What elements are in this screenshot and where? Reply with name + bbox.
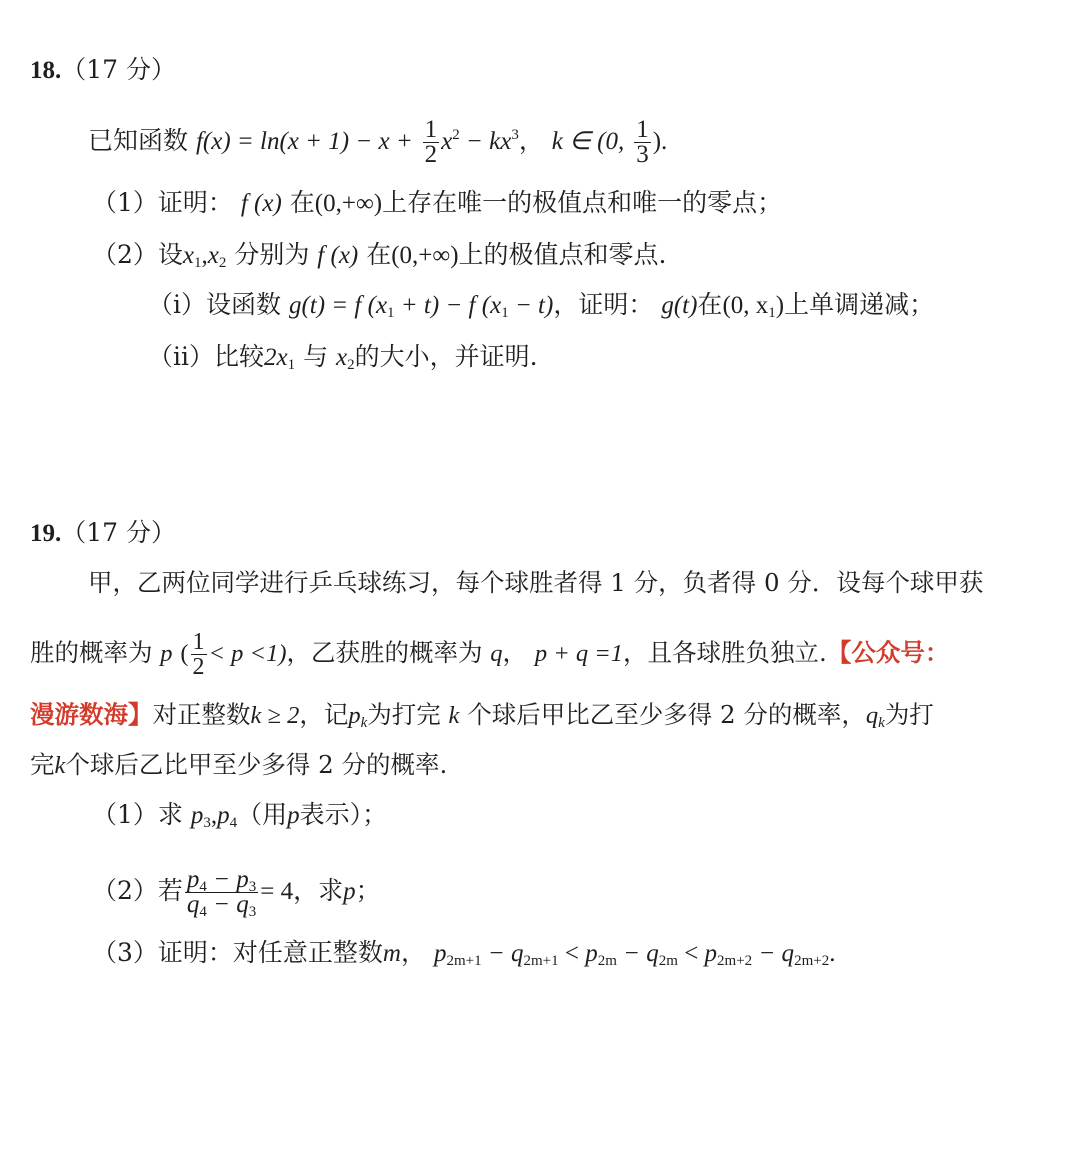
q19-line2-half-fraction	[191, 630, 207, 679]
q19-part1-paren-a: （用	[237, 800, 288, 829]
q18-sub-ii-b: x	[336, 344, 348, 371]
q19-line2-d: ，且各球胜负独立.	[623, 638, 827, 667]
q18-stem-kx: − kx	[459, 128, 512, 155]
q18-sub-ii-s1: 1	[287, 357, 296, 373]
q18-sub-ii-tail: 的大小，并证明.	[354, 342, 538, 371]
q19-part3-t4-sub: 2m	[658, 953, 678, 969]
q19-part1-paren-b: 表示）；	[299, 800, 388, 829]
q18-stem-half-num: 1	[424, 116, 438, 143]
q19-line2-eq: p + q =1	[534, 640, 624, 667]
q18-part1-fx: f (x)	[240, 190, 282, 217]
q18-stem-sup3: 3	[511, 127, 519, 143]
q19-part2-num-p4: p	[186, 866, 200, 893]
q19-part3-t6: − q	[752, 940, 795, 967]
q18-stem-third-num: 1	[636, 116, 649, 143]
q18-heading	[30, 55, 176, 86]
q19-line2-ineq: < p <1)	[208, 640, 287, 667]
q19-part1-label: （1）求	[92, 800, 183, 829]
q19-part1-s4: 4	[229, 815, 238, 831]
q19-line4-k: k	[54, 752, 66, 779]
q19-part1-p4: p	[217, 802, 230, 829]
q18-sub-ii-with: 与	[303, 342, 329, 371]
q19-part2-den-q4: q	[186, 891, 200, 918]
q19-part3-lt2: <	[677, 940, 705, 967]
q18-sub-i-tail: 上单调递减；	[784, 290, 935, 319]
q18-part2-x2-sub: 2	[218, 255, 227, 271]
q19-part1-s3: 3	[203, 815, 211, 831]
q19-line2	[30, 630, 949, 679]
q18-sub-i-s2: 1	[501, 305, 509, 321]
q18-part1-mid: 在	[289, 188, 315, 217]
q18-stem-k-range: k ∈ (0,	[551, 128, 625, 155]
q18-stem	[88, 118, 667, 167]
q18-part2	[92, 240, 667, 271]
q19-part2-label: （2）若	[92, 876, 183, 905]
q19-part2-end: ；	[355, 876, 381, 905]
q19-part3-t6-sub: 2m+2	[794, 953, 830, 969]
q19-part3-t5-sub: 2m+2	[717, 953, 753, 969]
q18-sub-i	[148, 290, 934, 321]
q19-part2-num-p3: − p	[206, 866, 249, 893]
q19-line3-b: ，记	[299, 700, 349, 729]
q19-line3-qk-sub: k	[878, 715, 885, 731]
q18-stem-f: f	[195, 128, 203, 155]
q18-part2-in: 在	[366, 240, 392, 269]
q19-part3-t3: p	[585, 940, 598, 967]
q18-sub-i-s3: 1	[768, 305, 776, 321]
q19-part1-comma: ,	[210, 802, 218, 829]
q18-sub-ii-s2: 2	[347, 357, 355, 373]
q19-part1-p: p	[287, 802, 300, 829]
q18-sub-i-gt: g(t)	[661, 292, 698, 319]
q19-line3-k: k ≥ 2	[250, 702, 300, 729]
q19-part3-t5: p	[704, 940, 718, 967]
q18-stem-x: x	[441, 128, 453, 155]
q19-part2-p: p	[343, 878, 356, 905]
q18-part1-label: （1）证明：	[92, 188, 233, 217]
q19-line3-pk: p	[348, 702, 361, 729]
q19-line2-half-den: 2	[192, 654, 205, 680]
q18-sub-i-mid: + t) − f (x	[394, 292, 502, 319]
q18-part1-interval: (0,+∞)	[314, 190, 383, 217]
q18-sub-i-g: g(t) = f (x	[288, 292, 388, 319]
q19-line1	[88, 568, 983, 598]
q19-line4	[30, 750, 447, 781]
q18-stem-formula: (x) = ln(x + 1) − x +	[202, 128, 413, 155]
q19-part2-denominator	[185, 891, 258, 920]
q18-sub-i-end: − t)	[508, 292, 554, 319]
q19-line1-text: 甲，乙两位同学进行乒乓球练习，每个球胜者得 1 分，负者得 0 分．设每个球甲获	[88, 568, 984, 597]
q18-sub-ii-a: 2x	[264, 344, 288, 371]
q18-part2-label: （2）设	[92, 240, 183, 269]
q19-part2-num-s4: 4	[199, 879, 207, 895]
q18-part2-x2: x	[207, 242, 219, 269]
q18-part2-x1-sub: 1	[194, 255, 202, 271]
q19-part3-lt1: <	[558, 940, 586, 967]
q19-line3-e: 为打	[884, 700, 934, 729]
q19-part3-m: m	[382, 940, 401, 967]
q19-line3-d: 个球后甲比乙至少多得 2 分的概率，	[467, 700, 866, 729]
watermark-red-start: 【公众号：	[826, 638, 950, 667]
q18-part2-end: 上的极值点和零点.	[458, 240, 667, 269]
q19-line2-q: q	[490, 640, 503, 667]
q19-part2-den-s3: 3	[248, 904, 257, 920]
q18-sub-ii-label: （ii）比较	[148, 342, 264, 371]
q19-part3-label: （3）证明：对任意正整数	[92, 938, 383, 967]
q19-part3-t2: − q	[481, 940, 524, 967]
q18-stem-third-den: 3	[636, 141, 649, 168]
q19-part2	[92, 866, 381, 920]
q19-line3-a: 对正整数	[152, 700, 251, 729]
q19-part3-t4: − q	[616, 940, 659, 967]
q19-part3-end: .	[829, 940, 836, 967]
q18-sub-i-in: 在	[697, 290, 723, 319]
q19-line4-a: 完	[30, 750, 55, 779]
q19-part3-t1: p	[433, 940, 447, 967]
q18-part2-interval: (0,+∞)	[391, 242, 459, 269]
q18-points: （17 分）	[61, 55, 177, 84]
q19-part2-fraction	[185, 866, 258, 920]
q19-part2-den-s4: 4	[199, 904, 207, 920]
q18-sub-i-interval: (0, x	[722, 292, 769, 319]
q19-heading	[30, 518, 176, 549]
q19-part2-num-s3: 3	[248, 879, 257, 895]
q18-part1	[92, 188, 782, 219]
q19-part1	[92, 800, 387, 831]
q19-line3	[30, 700, 934, 731]
q19-points: （17 分）	[61, 518, 177, 547]
q18-part2-comma: ,	[201, 242, 208, 269]
q19-line2-p: p	[160, 640, 173, 667]
q18-stem-sep: ，	[518, 126, 544, 155]
q18-stem-prefix: 已知函数	[88, 126, 189, 155]
q19-line2-half-num: 1	[192, 629, 205, 655]
q18-part2-x1: x	[182, 242, 195, 269]
q18-part2-fx: f (x)	[317, 242, 359, 269]
q18-stem-third-fraction	[634, 118, 651, 167]
q19-part3-t2-sub: 2m+1	[523, 953, 559, 969]
q19-part2-den-q3: − q	[206, 891, 249, 918]
q18-part2-mid: 分别为	[234, 240, 310, 269]
q18-sub-ii	[148, 342, 538, 373]
q19-line2-open: (	[180, 640, 189, 667]
q19-part2-eq: = 4	[260, 878, 294, 905]
q19-line2-c: ，	[502, 638, 528, 667]
q18-stem-k-end: ).	[652, 128, 668, 155]
q19-number: 19.	[30, 520, 62, 547]
watermark-red-end: 漫游数海】	[30, 700, 153, 729]
q19-part2-numerator	[185, 868, 258, 893]
q19-part3-t3-sub: 2m	[597, 953, 617, 969]
q18-sub-i-s1: 1	[387, 305, 395, 321]
q18-stem-half-fraction	[423, 118, 440, 167]
q18-sub-i-interval-end: )	[775, 292, 785, 319]
q19-line2-a: 胜的概率为	[30, 638, 153, 667]
q19-part3	[92, 938, 835, 969]
q18-stem-sup2: 2	[452, 127, 460, 143]
q19-part3-comma: ，	[400, 938, 426, 967]
q18-sub-i-comma: ，证明：	[553, 290, 654, 319]
q19-line3-c: 为打完	[367, 700, 441, 729]
q19-line2-b: ，乙获胜的概率为	[286, 638, 483, 667]
q19-part1-p3: p	[190, 802, 204, 829]
q18-sub-i-label: （i）设函数	[148, 290, 281, 319]
q19-line3-k2: k	[448, 702, 460, 729]
q18-part1-end: 上存在唯一的极值点和唯一的零点；	[382, 188, 783, 217]
q19-part2-tail: ，求	[293, 876, 344, 905]
q19-line3-pk-sub: k	[360, 715, 368, 731]
q19-line4-b: 个球后乙比甲至少多得 2 分的概率.	[65, 750, 448, 779]
q18-number: 18.	[30, 57, 62, 84]
q19-part3-t1-sub: 2m+1	[446, 953, 482, 969]
q19-line3-qk: q	[865, 702, 879, 729]
q18-stem-half-den: 2	[424, 141, 438, 168]
